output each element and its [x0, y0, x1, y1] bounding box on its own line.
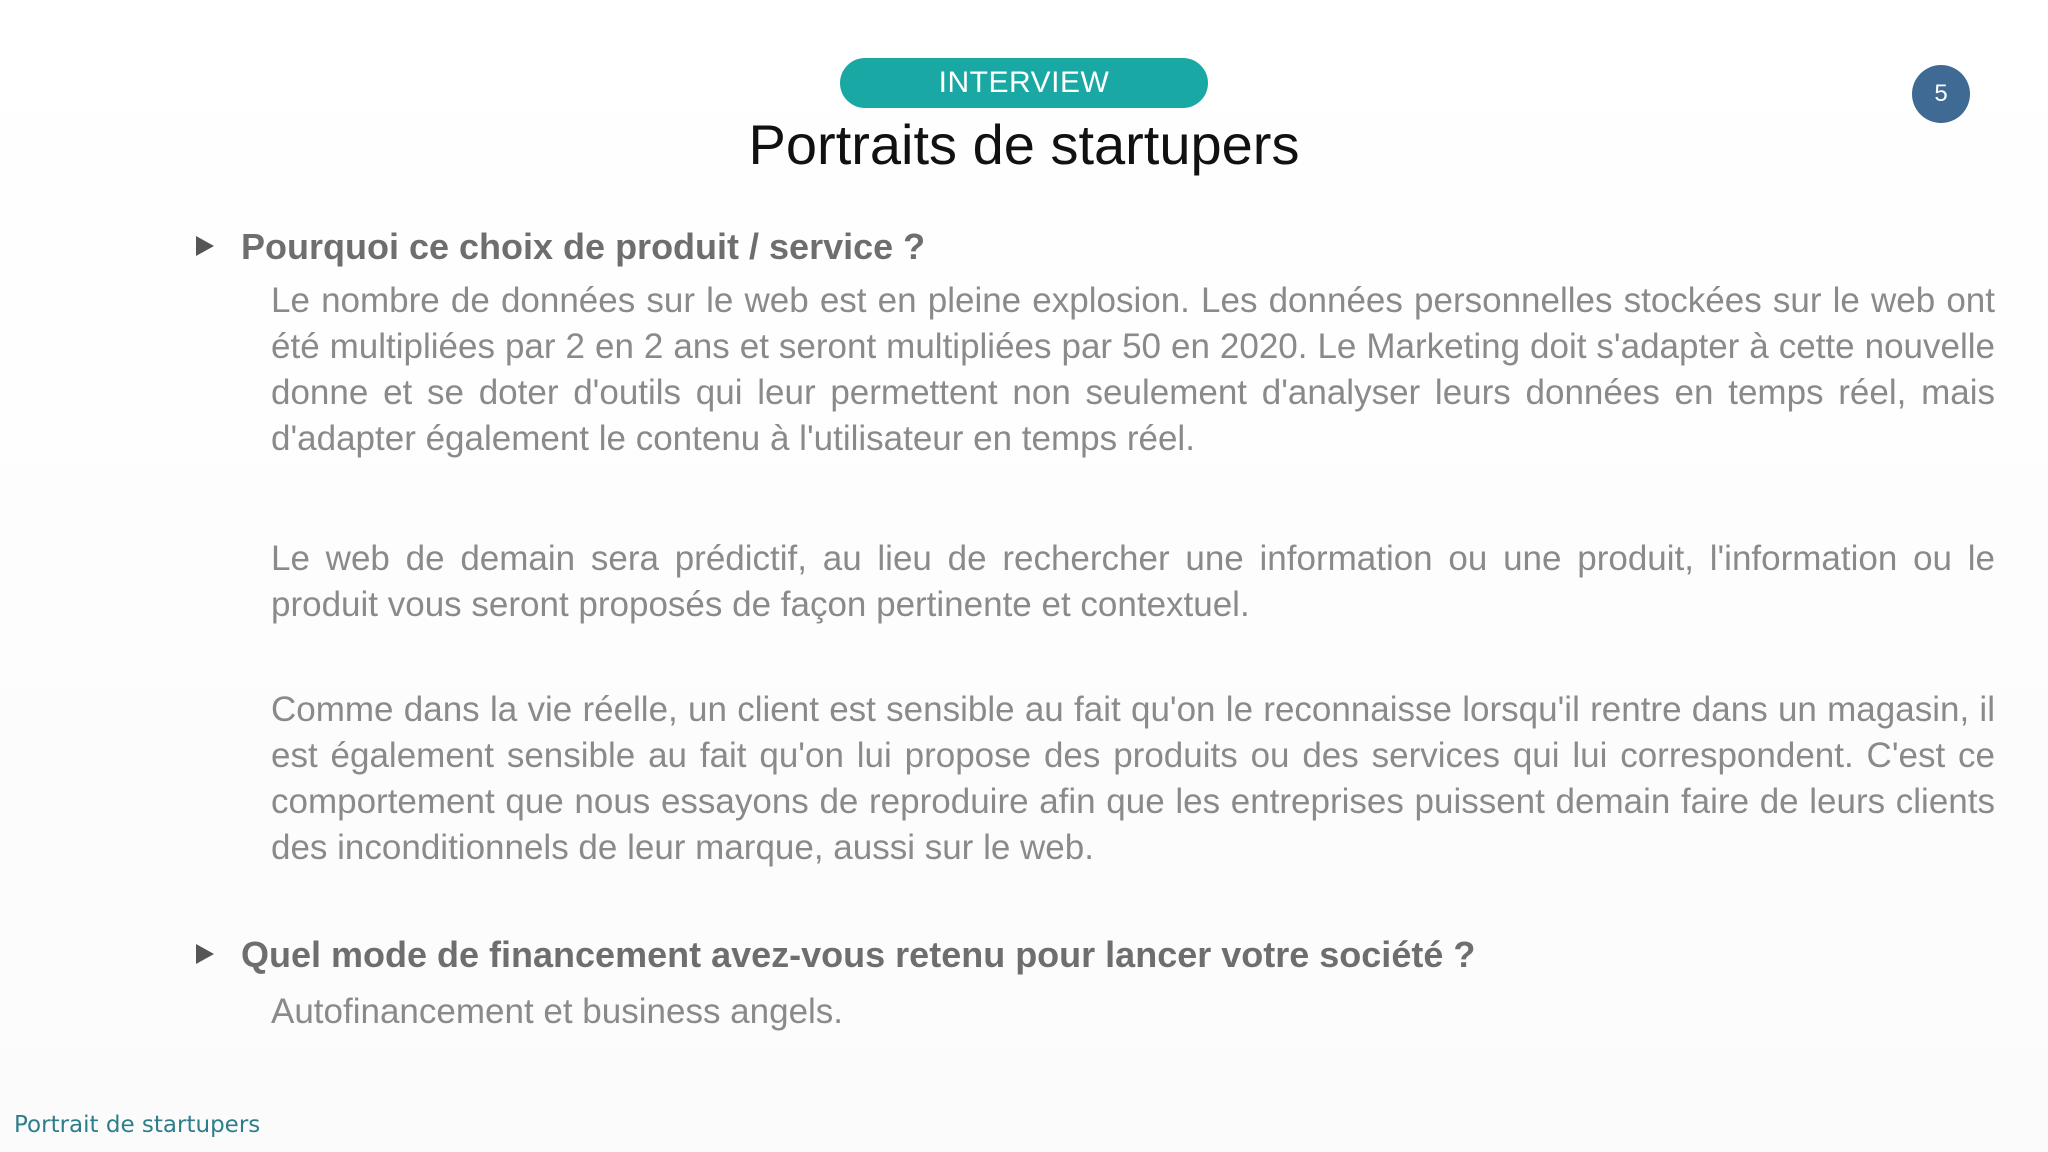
triangle-bullet-icon: [196, 944, 214, 964]
page-number-badge: 5: [1912, 65, 1970, 123]
footer-label: Portrait de startupers: [14, 1112, 261, 1138]
interview-badge: INTERVIEW: [840, 58, 1208, 108]
answer-1-paragraph-1: Le nombre de données sur le web est en pleine explosion. Les données personnelles stockées sur le web ont été multipliées par 2 en 2 ans et seront multipliées par 50 en 2020. Le Marketing doit s'adapter à cette nouvelle donne et se doter d'outils qui leur permettent non seulement d'analyser leurs données en temps réel, mais d'adapter également le contenu à l'utilisateur en temps réel.: [271, 281, 1995, 458]
page-title: Portraits de startupers: [748, 113, 1300, 176]
answer-1-paragraph-2: Le web de demain sera prédictif, au lieu de rechercher une information ou une produit, l'information ou le produit vous seront proposés de façon pertinente et contextuel.: [271, 539, 1995, 624]
question-1-text: Pourquoi ce choix de produit / service ?: [241, 226, 926, 267]
question-2-text: Quel mode de financement avez-vous retenu pour lancer votre société ?: [241, 934, 1476, 975]
triangle-bullet-icon: [196, 236, 214, 256]
answer-1-paragraph-3: Comme dans la vie réelle, un client est sensible au fait qu'on le reconnaisse lorsqu'il rentre dans un magasin, il est également sensible au fait qu'on lui propose des produits ou des services qui lui correspondent. C'est ce comportement que nous essayons de reproduire afin que les entreprises puissent demain faire de leurs clients des inconditionnels de leur marque, aussi sur le web.: [271, 690, 1995, 867]
answer-2-paragraph-1: Autofinancement et business angels.: [271, 992, 844, 1031]
